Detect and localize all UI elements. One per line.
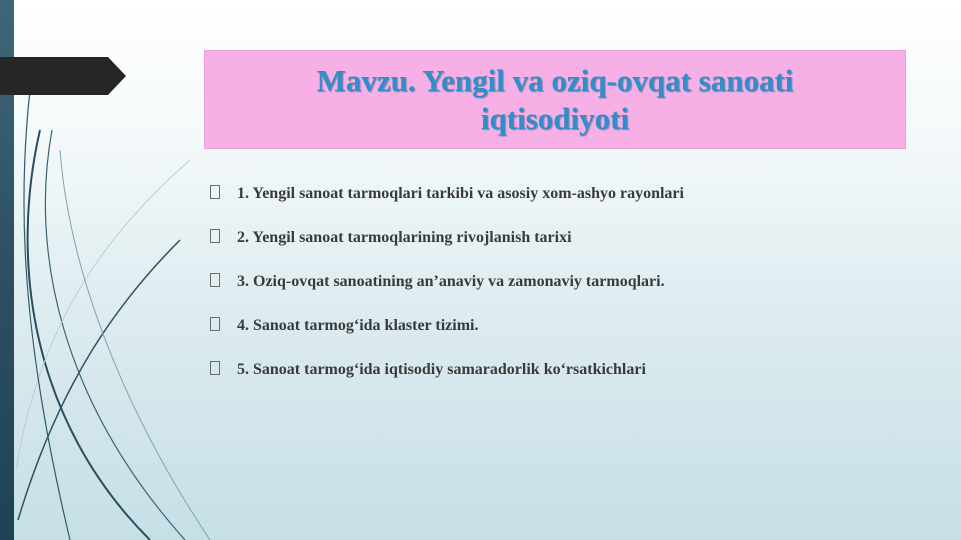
list-item xyxy=(210,182,910,205)
bullet-text: 2. Yengil sanoat tarmoqlarining rivojlanish tarixi xyxy=(237,228,572,246)
bullet-text: 4. Sanoat tarmog‘ida klaster tizimi. xyxy=(237,316,479,334)
list-item xyxy=(210,270,910,293)
empty-square-icon xyxy=(210,229,220,243)
bullet-list xyxy=(210,182,910,402)
list-item xyxy=(210,358,910,381)
slide-title: Mavzu. Yengil va oziq-ovqat sanoati iqtisodiyoti xyxy=(316,62,794,136)
empty-square-icon xyxy=(210,317,220,331)
list-item xyxy=(210,226,910,249)
bullet-text: 5. Sanoat tarmog‘ida iqtisodiy samaradorlik ko‘rsatkichlari xyxy=(237,360,646,378)
bullet-text: 1. Yengil sanoat tarmoqlari tarkibi va asosiy xom-ashyo rayonlari xyxy=(237,184,684,202)
bullet-text: 3. Oziq-ovqat sanoatining an’anaviy va zamonaviy tarmoqlari. xyxy=(237,272,665,290)
arrow-tab-icon xyxy=(0,57,126,95)
empty-square-icon xyxy=(210,273,220,287)
empty-square-icon xyxy=(210,185,220,199)
empty-square-icon xyxy=(210,361,220,375)
list-item xyxy=(210,314,910,337)
title-box xyxy=(204,50,906,149)
